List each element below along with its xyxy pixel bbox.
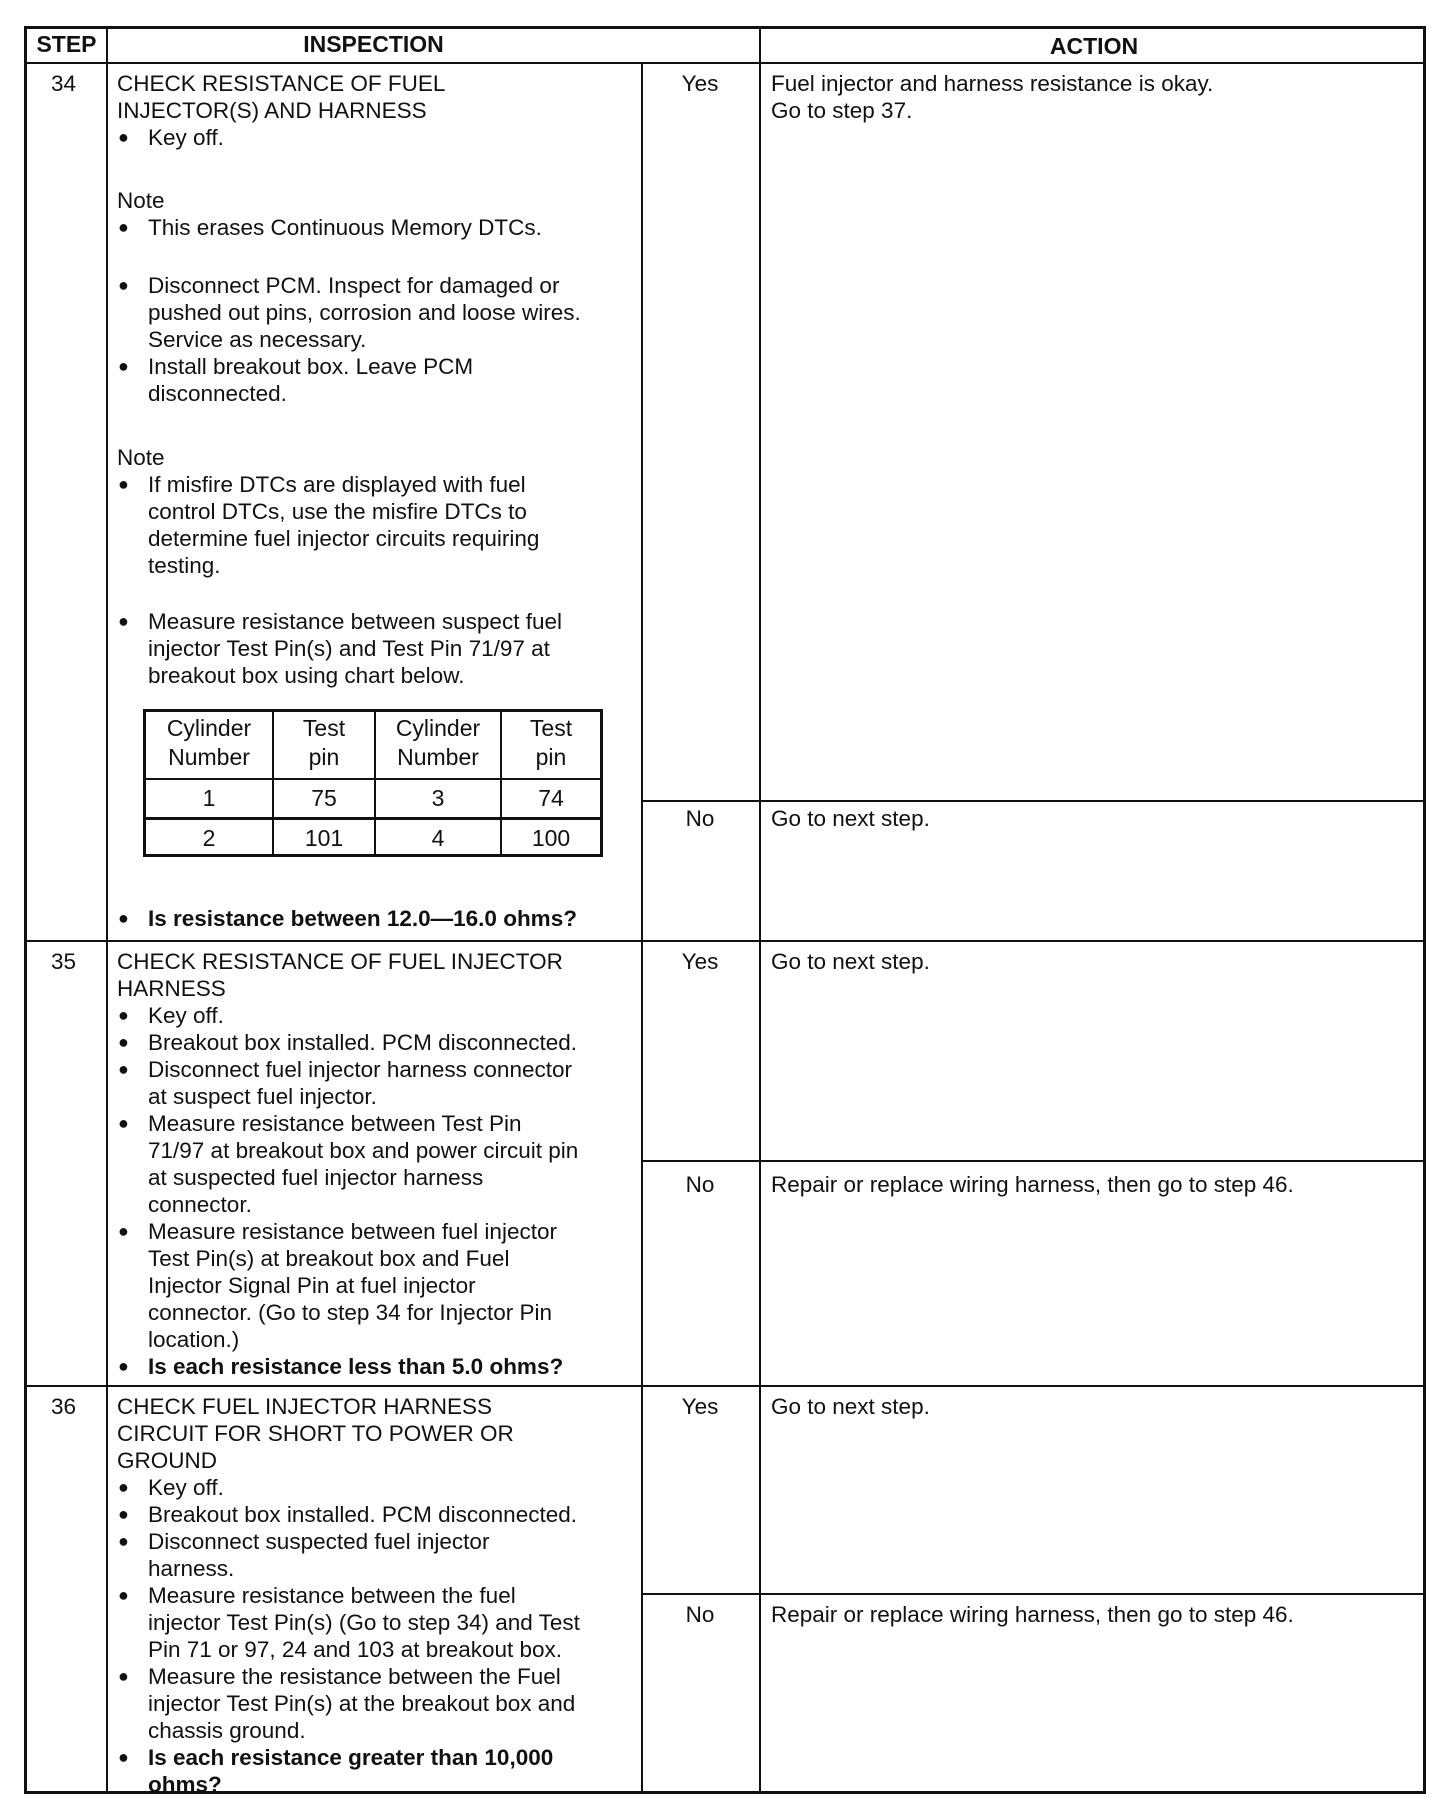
- bullet-icon: ●: [118, 1032, 129, 1052]
- bullet-icon: ●: [118, 217, 129, 237]
- bullet-icon: ●: [118, 356, 129, 376]
- bullet-icon: ●: [118, 275, 129, 295]
- col-divider-step: [106, 29, 108, 1791]
- step36-bullet-4: ● Measure resistance between the fuel injector Test Pin(s) (Go to step 34) and Test Pin 71 or 97, 24 and 103 at breakout box.: [118, 1583, 580, 1662]
- bullet-icon: ●: [118, 1356, 129, 1376]
- pin-chart-cell: 101: [304, 825, 344, 851]
- step34-yes-label: Yes: [681, 71, 719, 96]
- bullet-icon: ●: [118, 474, 129, 494]
- pin-chart-header-cylinder: Cylinder Number: [166, 715, 252, 770]
- bullet-icon: ●: [118, 1221, 129, 1241]
- step35-question: ● Is each resistance less than 5.0 ohms?: [118, 1354, 564, 1379]
- step34-title: [117, 70, 445, 124]
- step-number-34: 34: [51, 71, 77, 96]
- row-divider-35-36: [27, 1385, 1423, 1387]
- yesno-divider-34: [641, 800, 1423, 802]
- step34-title-line-1: CHECK RESISTANCE OF FUEL: [117, 71, 446, 96]
- step35-yes-action: Go to next step.: [771, 949, 930, 974]
- step34-bullet-disconnect: ● Disconnect PCM. Inspect for damaged or pushed out pins, corrosion and loose wires. Service as necessary.: [118, 273, 581, 352]
- step36-no-action: Repair or replace wiring harness, then go to step 46.: [771, 1602, 1294, 1627]
- step34-note1-label: Note: [117, 188, 165, 213]
- step36-bullet-1: ● Key off.: [118, 1475, 224, 1500]
- step34-note2-label: Note: [117, 445, 165, 470]
- step34-bullet-key-off: ● Key off.: [118, 125, 224, 150]
- step36-bullet-5: ● Measure the resistance between the Fuel injector Test Pin(s) at the breakout box and chassis ground.: [118, 1664, 576, 1743]
- step35-bullet-1: ● Key off.: [118, 1003, 224, 1028]
- step35-no-action: Repair or replace wiring harness, then go to step 46.: [771, 1172, 1294, 1197]
- step-number-35: 35: [51, 949, 77, 974]
- step34-no-label: No: [685, 806, 715, 831]
- step36-title: CHECK FUEL INJECTOR HARNESS CIRCUIT FOR SHORT TO POWER OR GROUND: [117, 1394, 514, 1473]
- pin-chart-header-test-pin: Test pin: [302, 715, 346, 770]
- bullet-icon: ●: [118, 1585, 129, 1605]
- step36-no-label: No: [685, 1602, 715, 1627]
- step35-bullet-4: ● Measure resistance between Test Pin 71/97 at breakout box and power circuit pin at suspected fuel injector harness connector.: [118, 1111, 579, 1217]
- bullet-icon: ●: [118, 1477, 129, 1497]
- bullet-icon: ●: [118, 1059, 129, 1079]
- step-number-36: 36: [51, 1394, 77, 1419]
- step35-bullet-5: ● Measure resistance between fuel injector Test Pin(s) at breakout box and Fuel Injector Signal Pin at fuel injector connector. (Go to step 34 for Injector Pin location.): [118, 1219, 557, 1352]
- bullet-icon: ●: [118, 908, 129, 928]
- step34-title-line-2: INJECTOR(S) AND HARNESS: [117, 98, 427, 123]
- step36-yes-action: Go to next step.: [771, 1394, 930, 1419]
- header-divider: [27, 62, 1423, 64]
- step34-note1-text: ● This erases Continuous Memory DTCs.: [118, 215, 542, 240]
- step36-yes-label: Yes: [681, 1394, 719, 1419]
- pin-chart-row-divider: [146, 778, 600, 780]
- step34-bullet-measure: ● Measure resistance between suspect fuel injector Test Pin(s) and Test Pin 71/97 at breakout box using chart below.: [118, 609, 562, 688]
- step34-question: ● Is resistance between 12.0—16.0 ohms?: [118, 906, 577, 931]
- step36-bullet-3: ● Disconnect suspected fuel injector harness.: [118, 1529, 490, 1581]
- col-divider-yesno: [641, 63, 643, 1791]
- header-action: ACTION: [1049, 33, 1139, 59]
- step35-title: CHECK RESISTANCE OF FUEL INJECTOR HARNESS: [117, 949, 563, 1001]
- step34-note2-text: ● If misfire DTCs are displayed with fuel control DTCs, use the misfire DTCs to determine fuel injector circuits requiring testing.: [118, 472, 540, 578]
- pin-chart-row-divider: [146, 817, 600, 820]
- pin-chart-header-cylinder: Cylinder Number: [395, 715, 481, 770]
- pin-chart-cell: 1: [202, 785, 216, 811]
- pin-chart-cell: 2: [202, 825, 216, 851]
- row-divider-34-35: [27, 940, 1423, 942]
- yesno-divider-36: [641, 1593, 1423, 1595]
- bullet-icon: ●: [118, 611, 129, 631]
- step34-bullet-install: ● Install breakout box. Leave PCM disconnected.: [118, 354, 474, 406]
- step35-bullet-2: ● Breakout box installed. PCM disconnected.: [118, 1030, 577, 1055]
- step34-yes-action: Fuel injector and harness resistance is okay. Go to step 37.: [771, 71, 1214, 123]
- pin-chart-cell: 4: [431, 825, 445, 851]
- bullet-icon: ●: [118, 1504, 129, 1524]
- pin-chart: [143, 709, 603, 857]
- step35-yes-label: Yes: [681, 949, 719, 974]
- step35-bullet-3: ● Disconnect fuel injector harness connector at suspect fuel injector.: [118, 1057, 572, 1109]
- yesno-divider-35: [641, 1160, 1423, 1162]
- step35-no-label: No: [685, 1172, 715, 1197]
- step34-no-action: Go to next step.: [771, 806, 930, 831]
- header-inspection: INSPECTION: [303, 31, 444, 57]
- inspection-table: [24, 26, 1426, 1797]
- step36-bullet-2: ● Breakout box installed. PCM disconnected.: [118, 1502, 577, 1527]
- step36-question: ● Is each resistance greater than 10,000 ohms?: [118, 1745, 554, 1797]
- bullet-icon: ●: [118, 1747, 129, 1767]
- bullet-icon: ●: [118, 1531, 129, 1551]
- pin-chart-cell: 100: [531, 825, 571, 851]
- pin-chart-cell: 3: [431, 785, 445, 811]
- header-step: STEP: [36, 31, 97, 57]
- pin-chart-header-test-pin: Test pin: [529, 715, 573, 770]
- pin-chart-cell: 75: [311, 785, 337, 811]
- col-divider-action: [759, 29, 761, 1791]
- bullet-icon: ●: [118, 1113, 129, 1133]
- pin-chart-cell: 74: [538, 785, 564, 811]
- bullet-icon: ●: [118, 1005, 129, 1025]
- bullet-icon: ●: [118, 127, 129, 147]
- bullet-icon: ●: [118, 1666, 129, 1686]
